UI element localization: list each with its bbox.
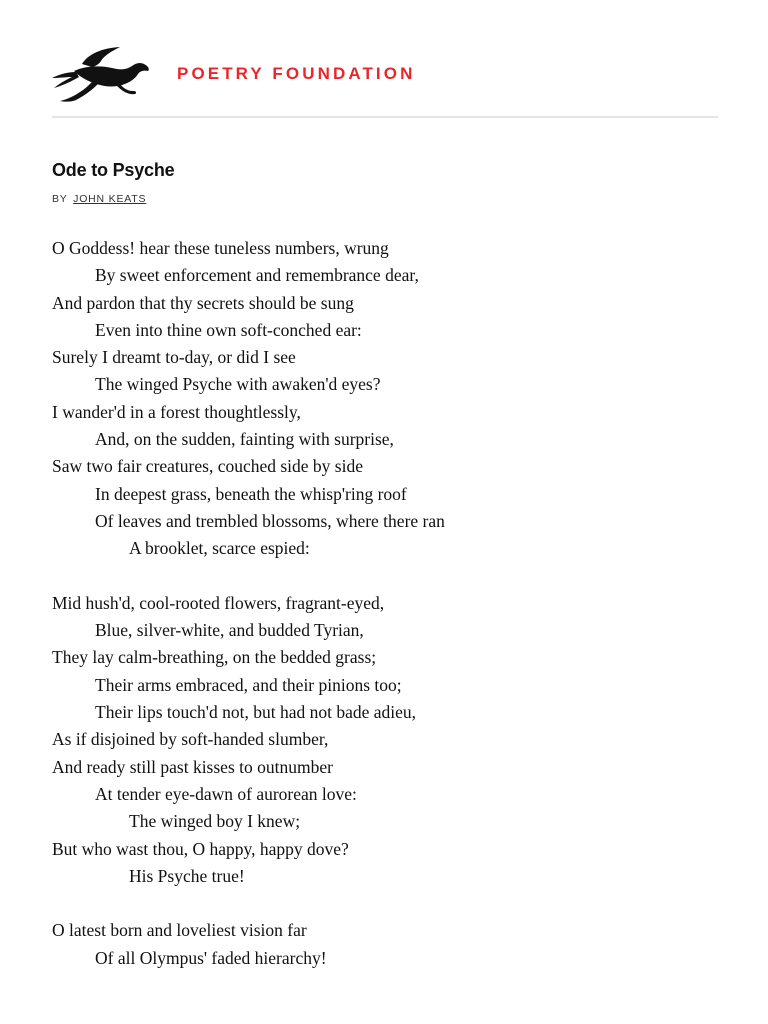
brand-name[interactable]: POETRY FOUNDATION [177, 64, 416, 83]
poem-line: O Goddess! hear these tuneless numbers, wrung [52, 238, 389, 258]
poem-line: At tender eye-dawn of aurorean love: [95, 783, 357, 804]
byline-label: BY [52, 193, 68, 205]
site-header [52, 44, 718, 106]
poem-line: And, on the sudden, fainting with surprise, [95, 429, 394, 450]
header-divider [52, 116, 718, 118]
poem-line: By sweet enforcement and remembrance dear, [95, 265, 419, 286]
pegasus-icon[interactable] [52, 44, 152, 104]
stanza [52, 590, 742, 890]
poem-line: Of leaves and trembled blossoms, where there ran [95, 510, 445, 531]
poem-line: They lay calm-breathing, on the bedded grass; [52, 647, 377, 668]
poem-line: Saw two fair creatures, couched side by side [52, 456, 364, 477]
poem-line: A brooklet, scarce espied: [129, 538, 310, 559]
byline [52, 193, 146, 205]
poem-line: Even into thine own soft-conched ear: [95, 319, 362, 340]
poem-line: I wander'd in a forest thoughtlessly, [52, 401, 301, 422]
stanza-break [52, 563, 742, 590]
poem-line: And pardon that thy secrets should be sung [52, 292, 354, 313]
poem-line: Mid hush'd, cool-rooted flowers, fragrant-eyed, [52, 592, 385, 613]
poem-line: The winged boy I knew; [129, 811, 301, 832]
poem-body [52, 235, 742, 972]
poem-line: As if disjoined by soft-handed slumber, [52, 729, 329, 750]
stanza [52, 235, 742, 563]
stanza [52, 917, 742, 972]
poem-line: But who wast thou, O happy, happy dove? [52, 838, 349, 859]
poem-line: Their lips touch'd not, but had not bade adieu, [95, 702, 416, 723]
poem-line: And ready still past kisses to outnumber [52, 756, 333, 777]
poem-line: In deepest grass, beneath the whisp'ring roof [95, 483, 407, 504]
author-link[interactable]: JOHN KEATS [73, 193, 147, 205]
stanza-break [52, 890, 742, 917]
poem-line: Of all Olympus' faded hierarchy! [95, 947, 327, 968]
poem-line: His Psyche true! [129, 865, 245, 886]
poem-line: Their arms embraced, and their pinions too; [95, 674, 402, 695]
poem-line: O latest born and loveliest vision far [52, 920, 307, 941]
poem-title: Ode to Psyche [52, 160, 175, 180]
poem-line: Surely I dreamt to-day, or did I see [52, 347, 296, 368]
poem-line: Blue, silver-white, and budded Tyrian, [95, 620, 364, 641]
poem-line: The winged Psyche with awaken'd eyes? [95, 374, 381, 395]
